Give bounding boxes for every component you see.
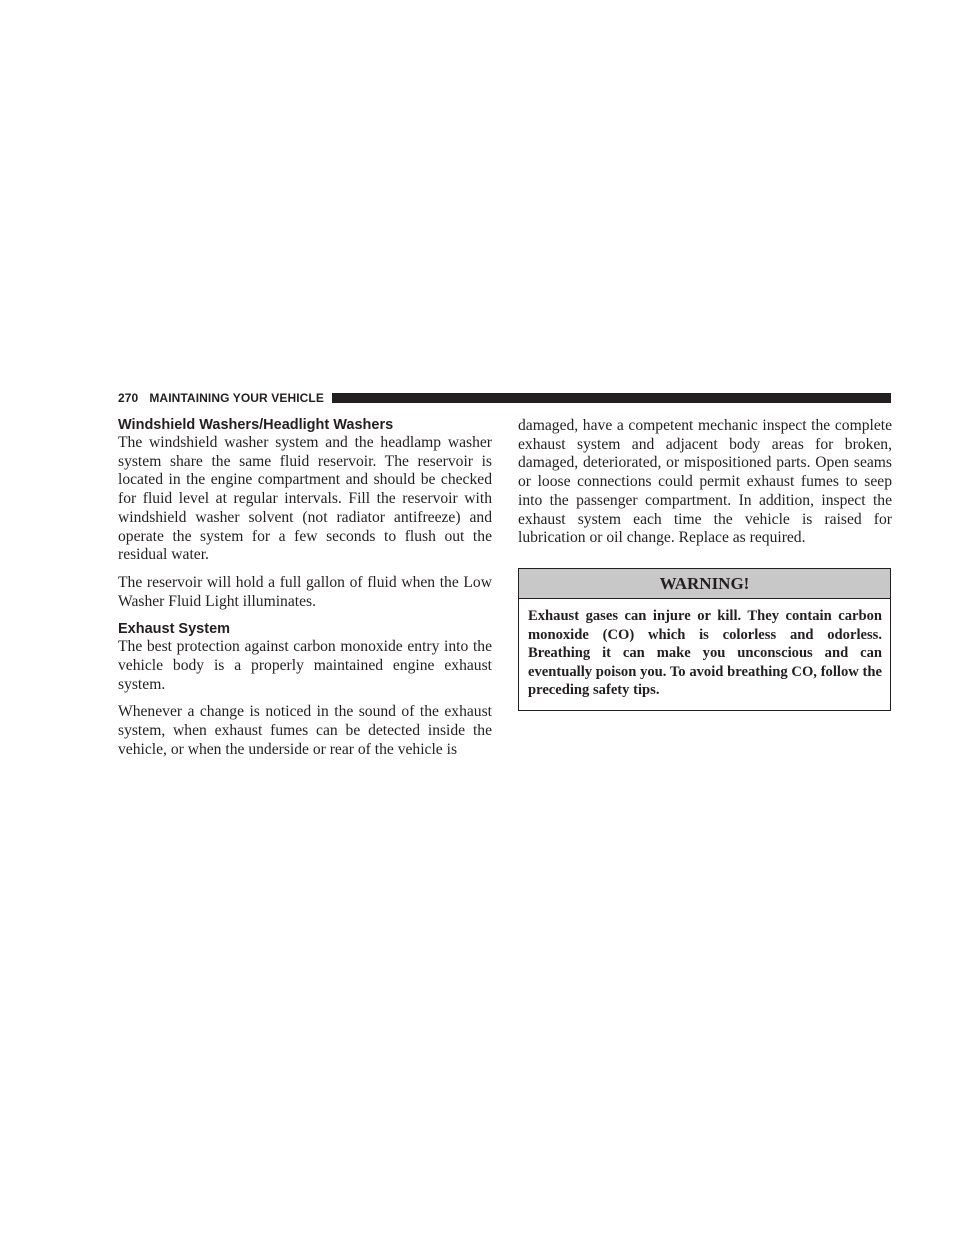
page-number: 270 <box>118 391 139 405</box>
paragraph-washer-system: The windshield washer system and the headlamp washer system share the same fluid reservoir. The reservoir is located in the engine compartment and should be checked for fluid level at regular intervals. Fill the reservoir with windshield washer solvent (not radiator antifreeze) and operate the system for a few seconds to flush out the residual water. <box>118 434 492 564</box>
warning-box <box>518 568 891 711</box>
section-title: MAINTAINING YOUR VEHICLE <box>149 391 324 405</box>
header-rule-bar <box>332 393 891 403</box>
heading-windshield-washers: Windshield Washers/Headlight Washers <box>118 417 394 433</box>
warning-title: WARNING! <box>519 569 890 599</box>
heading-exhaust-system: Exhaust System <box>118 621 231 638</box>
paragraph-exhaust-protection: The best protection against carbon monoxide entry into the vehicle body is a properly maintained engine exhaust system. <box>118 638 492 693</box>
paragraph-exhaust-change: Whenever a change is noticed in the sound of the exhaust system, when exhaust fumes can be detected inside the vehicle, or when the underside or rear of the vehicle is <box>118 703 492 758</box>
page-header <box>118 390 891 406</box>
paragraph-exhaust-inspection: damaged, have a competent mechanic inspect the complete exhaust system and adjacent body areas for broken, damaged, deteriorated, or mispositioned parts. Open seams or loose connections could permit exhaust fumes to seep into the passenger compartment. In addition, inspect the exhaust system each time the vehicle is raised for lubrication or oil change. Replace as required. <box>518 417 892 547</box>
warning-text: Exhaust gases can injure or kill. They contain carbon monoxide (CO) which is colorless and odorless. Breathing it can make you unconscious and can eventually poison you. To avoid breathing CO, follow the preceding safety tips. <box>528 607 882 699</box>
right-column <box>518 417 892 711</box>
left-column <box>118 416 492 760</box>
paragraph-reservoir-capacity: The reservoir will hold a full gallon of fluid when the Low Washer Fluid Light illuminates. <box>118 573 492 610</box>
